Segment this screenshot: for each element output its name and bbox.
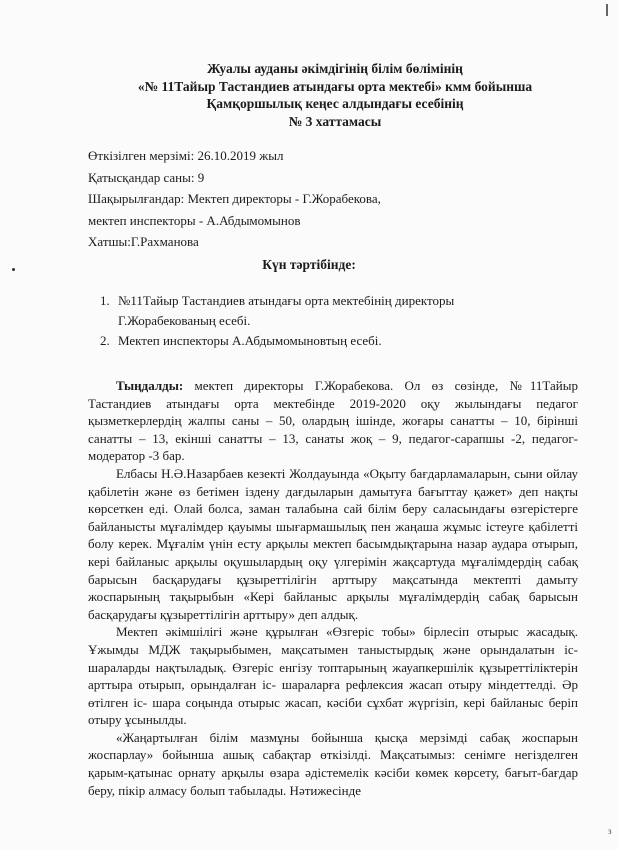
paragraph: Мектеп әкімшілігі және құрылған «Өзгеріс тобы» бірлесіп отырыс жасадық. Ұжымды МДЖ тақырыбымен, мақсатымен таныстырдық және орындалатын іс- шараларды нақтыладық. Өзгеріс енгізу топтарының жауапкершілік құзыреттіліктерін арттыра отырып, орындалған іс- шараларға рефлексия жасап отыру міндеттелді. Әр өтілген іс- шара соңында отырыс жасап, кәсіби сұхбат жүргізіп, кері байланыс беріп отыру ұсынылды. — [88, 624, 578, 728]
paragraph: «Жаңартылған білім мазмұны бойынша қысқа мерзімді сабақ жоспарын жоспарлау» бойынша ашық сабақтар өткізілді. Мақсатымыз: сенімге негізделген қарым-қатынас орнату арқылы өзара әдістемелік кәсіби көмек көрсету, бағыт-бағдар беру, пікір алмасу болып табылады. Нәтижесінде — [88, 729, 578, 798]
title-line-1: Жуалы ауданы әкімдігінің білім бөлімінің — [207, 61, 463, 76]
meeting-date: Өткізілген мерзімі: 26.10.2019 жыл — [88, 148, 284, 163]
title-line-2: «№ 11Тайыр Тастандиев атындағы орта мектебі» кмм бойынша — [137, 78, 533, 94]
paragraph: Елбасы Н.Ә.Назарбаев кезекті Жолдауында «Оқыту бағдарламаларын, сыни ойлау қабілетін және өз бетімен іздену дағдыларын дамытуға бағыттау қажет» деп нақты көрсеткен еді. Олай болса, заман талабына сай білім беру саласындағы өзгерістерге байланысты мұғалімдер қауымы шығармашылық пен жаңаша жұмыс істеуге қабілетті болу керек. Мұғалім үнін есту арқылы мектеп басымдықтарына назар аудара отырып, кері байланыс арқылы оқушылардың оқу үлгерімін жақсартуда мұғалімдердің сабақ барысын басқарудағы құзыреттілігін арттыру мақсатында мектепті дамыту жоспарының тақырыбын «Кері байланыс арқылы мұғалімдердің сабақ барысын басқарудағы құзыреттілігін арттыру» деп алдық. — [88, 465, 578, 622]
agenda-item-text: №11Тайыр Тастандиев атындағы орта мектебінің директоры — [118, 293, 455, 308]
secretary: Хатшы:Г.Рахманова — [88, 234, 199, 249]
agenda-item-text: Мектеп инспекторы А.Абдымомыновтың есебі. — [118, 333, 382, 348]
heard-text: мектеп директоры Г.Жорабекова. Ол өз сөзінде, №11Тайыр Тастандиев атындағы орта мектебінде 2019-2020 оқу жылындағы педагог қызметкерлердің жалпы саны – 50, олардың ішінде, жоғары санатты – 10, бірінші санатты – 13, екінші санатты – 13, санаты жоқ – 9, педагог-сарапшы -2, педагог-модератор -3 бар. — [88, 378, 578, 464]
scan-edge-mark — [606, 4, 608, 16]
heard-label: Тыңдалды: — [116, 378, 184, 393]
agenda-list — [100, 291, 570, 351]
invited-line-1: Шақырылғандар: Мектеп директоры - Г.Жорабекова, — [88, 191, 381, 206]
participants-count: Қатысқандар саны: 9 — [88, 169, 205, 185]
title-line-4: № 3 хаттамасы — [288, 113, 382, 129]
agenda-item — [100, 291, 570, 331]
paragraph-heard — [88, 377, 578, 465]
agenda-item-number: 1. — [100, 293, 110, 308]
agenda-item-number: 2. — [100, 333, 110, 348]
agenda-item — [100, 331, 570, 351]
document-title — [90, 60, 580, 130]
invited-line-2: мектеп инспекторы - А.Абдымомынов — [88, 212, 301, 228]
title-line-3: Қамқоршылық кеңес алдындағы есебінің — [206, 96, 464, 111]
page-edge-mark: з — [608, 826, 612, 836]
agenda-heading: Күн тәртібінде: — [262, 257, 356, 272]
meeting-meta — [88, 145, 568, 253]
agenda-item-text-cont: Г.Жорабекованың есебі. — [118, 313, 251, 328]
document-body — [88, 377, 578, 799]
